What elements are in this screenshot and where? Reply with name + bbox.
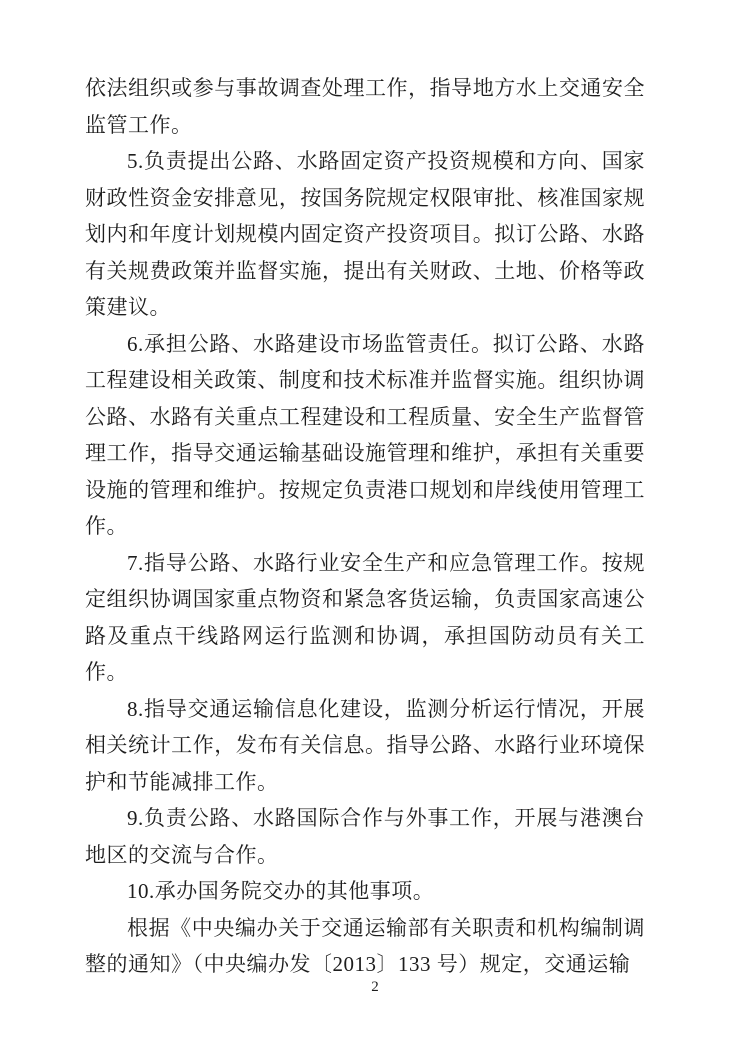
paragraph-item-7: 7.指导公路、水路行业安全生产和应急管理工作。按规定组织协调国家重点物资和紧急客货运输，负责国家高速公路及重点干线路网运行监测和协调，承担国防动员有关工作。 <box>85 550 645 684</box>
paragraph-item-10: 10.承办国务院交办的其他事项。 <box>127 879 435 903</box>
paragraph-item-9: 9.负责公路、水路国际合作与外事工作，开展与港澳台地区的交流与合作。 <box>85 806 645 867</box>
paragraph-item-8: 8.指导交通运输信息化建设，监测分析运行情况，开展相关统计工作，发布有关信息。指导公路、水路行业环境保护和节能减排工作。 <box>85 696 645 794</box>
page-number: 2 <box>371 979 379 995</box>
paragraph-basis-note: 根据《中央编办关于交通运输部有关职责和机构编制调整的通知》（中央编办发〔2013〕133 号）规定，交通运输 <box>85 915 645 976</box>
paragraph-item-5: 5.负责提出公路、水路固定资产投资规模和方向、国家财政性资金安排意见，按国务院规定权限审批、核准国家规划内和年度计划规模内固定资产投资项目。拟订公路、水路有关规费政策并监督实施，提出有关财政、土地、价格等政策建议。 <box>85 149 645 319</box>
paragraph-item-6: 6.承担公路、水路建设市场监管责任。拟订公路、水路工程建设相关政策、制度和技术标准并监督实施。组织协调公路、水路有关重点工程建设和工程质量、安全生产监督管理工作，指导交通运输基础设施管理和维护，承担有关重要设施的管理和维护。按规定负责港口规划和岸线使用管理工作。 <box>85 331 645 538</box>
document-text-block <box>85 70 645 983</box>
paragraph-continuation: 依法组织或参与事故调查处理工作，指导地方水上交通安全监管工作。 <box>85 76 645 137</box>
